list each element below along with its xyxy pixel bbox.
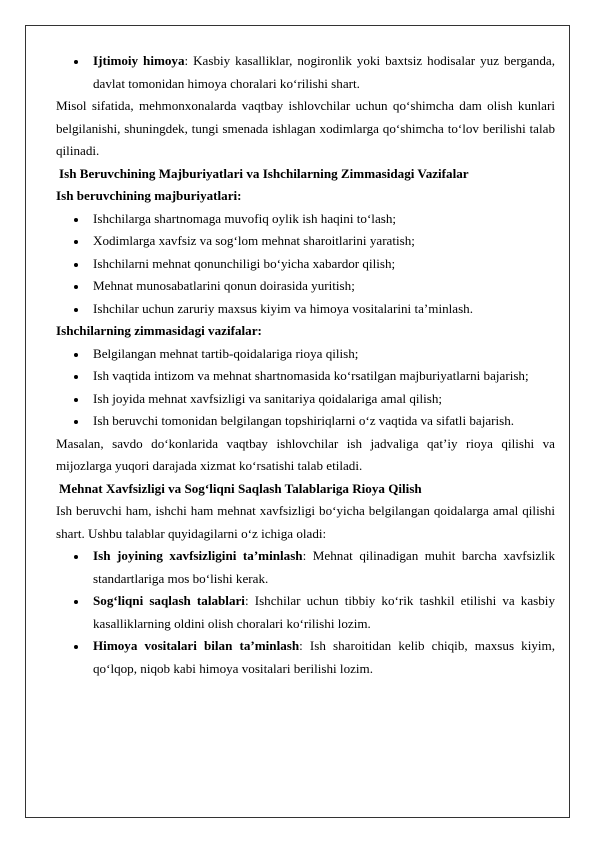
intro-list xyxy=(56,50,555,95)
list-item-term: Ish joyining xavfsizligini ta’minlash xyxy=(93,548,303,563)
paragraph: Misol sifatida, mehmonxonalarda vaqtbay ishlovchilar uchun qo‘shimcha dam olish kunlari belgilanishi, shuningdek, tungi smenada ishlagan xodimlarga qo‘shimcha to‘lov berilishi talab qilinadi. xyxy=(56,98,555,158)
section-title: Mehnat Xavfsizligi va Sog‘liqni Saqlash Talablariga Rioya Qilish xyxy=(59,480,422,496)
list-item xyxy=(56,388,555,411)
bullet-icon xyxy=(74,218,78,222)
bullet-icon xyxy=(74,285,78,289)
list-item xyxy=(56,208,555,231)
list-item-text: Ishchilarni mehnat qonunchiligi bo‘yicha xabardor qilish; xyxy=(93,255,396,271)
list-item-text: Mehnat munosabatlarini qonun doirasida yuritish; xyxy=(93,278,355,293)
list-item-text: Ish joyida mehnat xavfsizligi va sanitariya qoidalariga amal qilish; xyxy=(93,390,443,406)
list-item-term: Himoya vositalari bilan ta’minlash xyxy=(93,638,300,653)
list-item-text: : Mehnat qilinadigan muhit barcha xavfsizlik standartlariga mos bo‘lishi kerak. xyxy=(93,548,555,586)
list-item xyxy=(56,50,555,95)
worker-duties-list xyxy=(56,343,555,433)
subheading: Ish beruvchining majburiyatlari: xyxy=(56,188,242,203)
document-body xyxy=(56,50,555,680)
list-item xyxy=(56,590,555,635)
list-item-text: Ishchilar uchun zaruriy maxsus kiyim va himoya vositalarini ta’minlash. xyxy=(93,300,473,316)
paragraph: Masalan, savdo do‘konlarida vaqtbay ishlovchilar ish jadvaliga qat’iy rioya qilishi va mijozlarga yuqori darajada xizmat ko‘rsatishi talab etiladi. xyxy=(56,435,555,473)
list-item-text: Xodimlarga xavfsiz va sog‘lom mehnat sharoitlarini yaratish; xyxy=(93,233,415,248)
list-item-text: Ish beruvchi tomonidan belgilangan topshiriqlarni o‘z vaqtida va sifatli bajarish. xyxy=(93,413,515,428)
list-item xyxy=(56,230,555,253)
list-item-text: : Kasbiy kasalliklar, nogironlik yoki baxtsiz hodisalar yuz berganda, davlat tomonidan himoya choralari ko‘rilishi shart. xyxy=(93,53,555,91)
list-item-term: Ijtimoiy himoya xyxy=(93,53,185,68)
list-item xyxy=(56,545,555,590)
list-item-term: Sog‘liqni saqlash talablari xyxy=(93,593,245,608)
list-item xyxy=(56,298,555,321)
employer-obligations-list xyxy=(56,208,555,321)
subheading: Ishchilarning zimmasidagi vazifalar: xyxy=(56,323,262,338)
paragraph: Ish beruvchi ham, ishchi ham mehnat xavfsizligi bo‘yicha belgilangan qoidalarga amal qilishi shart. Ushbu talablar quyidagilarni o‘z ichiga oladi: xyxy=(56,503,555,541)
list-item-text: : Ishchilar uchun tibbiy ko‘rik tashkil etilishi va kasbiy kasalliklarning oldini olish choralari ko‘rilishi lozim. xyxy=(93,593,555,631)
list-item xyxy=(56,635,555,680)
bullet-icon xyxy=(74,240,78,244)
section-title: Ish Beruvchining Majburiyatlari va Ishchilarning Zimmasidagi Vazifalar xyxy=(59,165,469,181)
safety-requirements-list xyxy=(56,545,555,680)
list-item xyxy=(56,410,555,433)
bullet-icon xyxy=(74,60,78,64)
list-item-text: : Ish sharoitidan kelib chiqib, maxsus kiyim, qo‘lqop, niqob kabi himoya vositalari berilishi lozim. xyxy=(93,638,555,676)
list-item xyxy=(56,275,555,298)
bullet-icon xyxy=(74,353,78,357)
bullet-icon xyxy=(74,398,78,402)
list-item xyxy=(56,253,555,276)
bullet-icon xyxy=(74,375,78,379)
list-item-text: Ish vaqtida intizom va mehnat shartnomasida ko‘rsatilgan majburiyatlarni bajarish; xyxy=(93,368,529,383)
bullet-icon xyxy=(74,600,78,604)
bullet-icon xyxy=(74,645,78,649)
list-item xyxy=(56,343,555,366)
list-item-text: Ishchilarga shartnomaga muvofiq oylik ish haqini to‘lash; xyxy=(93,210,397,226)
bullet-icon xyxy=(74,420,78,424)
bullet-icon xyxy=(74,263,78,267)
bullet-icon xyxy=(74,308,78,312)
list-item xyxy=(56,365,555,388)
bullet-icon xyxy=(74,555,78,559)
list-item-text: Belgilangan mehnat tartib-qoidalariga rioya qilish; xyxy=(93,345,359,361)
